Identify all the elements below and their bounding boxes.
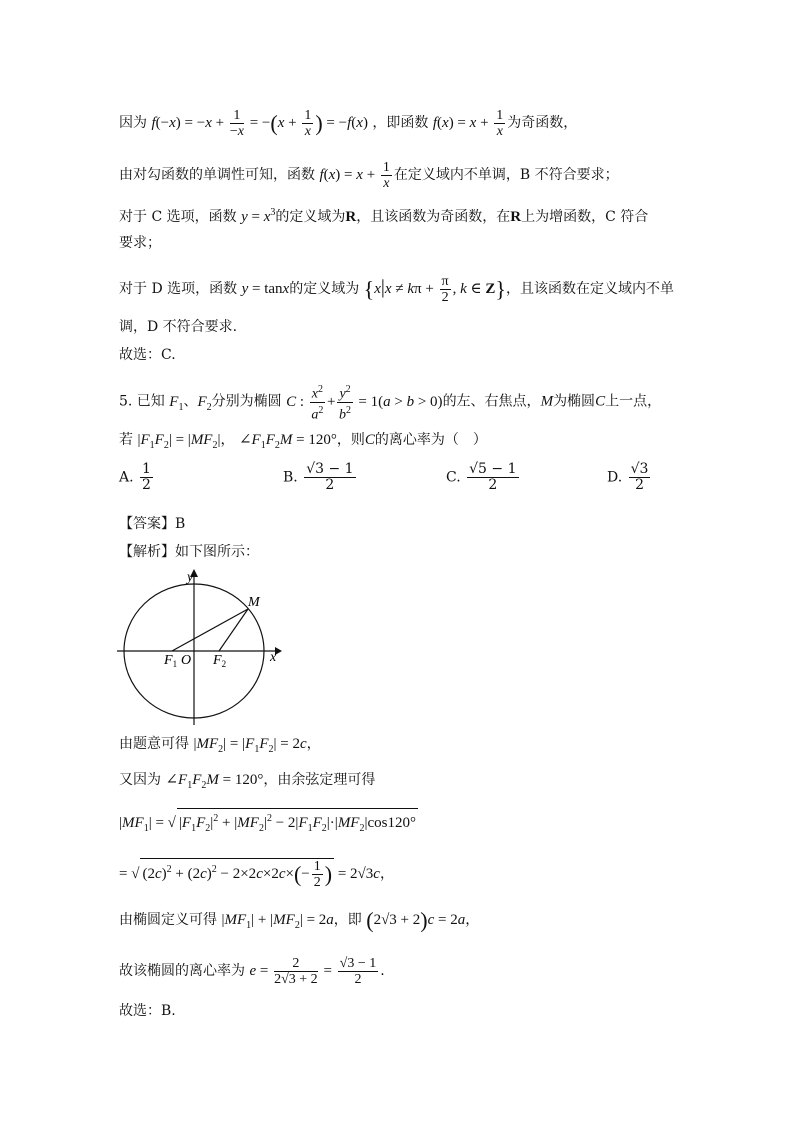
text: 要求； (119, 235, 161, 251)
option-c[interactable] (446, 462, 521, 493)
formula-f-x-2: f(x) = x + $\frac{1}{x}$ (319, 160, 390, 191)
solution-eccentricity (119, 956, 385, 987)
question-5-line2 (119, 430, 487, 456)
text: 的左、右焦点， (442, 393, 541, 410)
option-label: C. (446, 469, 461, 486)
formula-M: M (540, 393, 554, 410)
F2-label: $F_2$ (213, 653, 227, 669)
text: ， (465, 912, 480, 928)
segment-F2M (219, 609, 248, 651)
text: 由题意可得 (119, 736, 189, 752)
formula-calc: = √ $(2c)^2 + (2c)^2 - 2\times 2c\times 2c\times(-$ $\frac{1}{2}$ ) = 2√3c (119, 859, 380, 890)
option-label: B. (283, 469, 298, 486)
formula-F1: $F_1$ (169, 393, 184, 413)
text: 由椭圆定义可得 (119, 912, 217, 928)
text: 【解析】如下图所示： (119, 544, 259, 560)
text: ， (306, 736, 321, 752)
question-5-line1 (119, 382, 661, 422)
line-option-d-end (119, 317, 237, 337)
text: 、 (183, 393, 198, 410)
formula-f-x: f(x) = x + $\frac{1}{x}$ (432, 108, 504, 139)
solution-ellipse-def (119, 907, 480, 936)
ellipse-figure (117, 565, 287, 725)
text: 又因为 (119, 772, 161, 788)
text: 上一点， (605, 393, 662, 410)
formula-C: C (364, 432, 375, 448)
text: ，且该函数为奇函数，在 (356, 209, 511, 225)
text: ，即 (333, 912, 362, 928)
text: 故选：B. (119, 1003, 176, 1019)
text: 的定义域为 (289, 280, 360, 297)
text: ， (220, 432, 235, 448)
formula-sum-2: (2√3 + 2)c = 2a (366, 907, 466, 933)
solution-step-2 (119, 770, 375, 796)
text: 对于 D 选项，函数 (119, 280, 238, 297)
M-label: M (248, 595, 260, 610)
text: 故选：C. (119, 347, 176, 363)
analysis-line (119, 542, 259, 562)
line-requirement (119, 233, 161, 253)
text: 故该椭圆的离心率为 (119, 962, 245, 979)
formula-C: C (595, 393, 606, 410)
formula-angle-2: $\angle F_1F_2M = 120^\circ$ (165, 772, 264, 791)
solution-step-1 (119, 734, 321, 760)
text: ，且该函数在定义域内不单 (505, 280, 674, 297)
formula-mf2: $|MF_2| = |F_1F_2| = 2c$ (193, 736, 307, 755)
text: 上为增函数，C 符合 (521, 209, 649, 225)
text: 为椭圆 (553, 393, 596, 410)
text: 调，D 不符合要求. (119, 319, 238, 335)
text: 分别为椭圆 (211, 393, 282, 410)
text: ， (379, 865, 394, 882)
option-value: $\frac{1}{2}$ (142, 461, 151, 493)
set-R: R (510, 209, 522, 225)
option-a[interactable] (119, 462, 155, 493)
option-value: $\frac{√3 - 1}{2}$ (306, 461, 354, 493)
F1-label: $F_1$ (164, 653, 178, 669)
formula-abs-eq: $|F_1F_2| = |MF_2|$ (137, 432, 221, 451)
solution-cosine-law (119, 808, 418, 839)
formula-F2: $F_2$ (197, 393, 212, 413)
text: ，由余弦定理可得 (263, 772, 376, 788)
text: 的离心率为（ ） (374, 432, 487, 448)
text: 在定义域内不单调，B 不符合要求； (393, 166, 619, 183)
text: 的定义域为 (275, 209, 346, 225)
formula-mf1: $|MF_1|$ = √ $|F_1F_2|^2 + |MF_2|^2 - 2|F_1F_2|\cdot|MF_2|\cos 120^\circ$ (119, 815, 418, 831)
option-value: $\frac{√3}{2}$ (630, 461, 649, 493)
option-label: D. (607, 469, 623, 486)
solution-cosine-calc (119, 858, 394, 890)
line-choice-c (119, 345, 176, 365)
option-value: $\frac{√5 - 1}{2}$ (469, 461, 517, 493)
formula-f-neg-x: f(−x) = −x + $\frac{1}{-x}$ = −(x + $\frac{1}{x}$ ) = −f(x) (151, 108, 368, 139)
line-option-d (119, 274, 674, 305)
text: 因为 (119, 114, 147, 131)
line-option-c (119, 203, 648, 227)
text: 若 (119, 432, 133, 448)
segment-F1M (172, 609, 248, 651)
text: ，即函数 (372, 114, 429, 131)
option-d[interactable] (607, 462, 652, 493)
option-label: A. (119, 469, 134, 486)
final-choice (119, 1001, 176, 1021)
origin-label: O (181, 653, 192, 668)
text: 对于 C 选项，函数 (119, 209, 237, 225)
formula-domain-set: {x|x ≠ kπ + $\frac{\pi}{2}$ , k ∈ Z} (363, 274, 506, 305)
y-label: y (187, 570, 194, 585)
formula-sum: $|MF_1| + |MF_2| = 2a$ (221, 912, 334, 931)
text: . (380, 962, 385, 979)
formula-ellipse: C : $\frac{x^2}{a^2}$ + $\frac{y^2}{b^2}$ = 1(a > b > 0) (286, 384, 443, 423)
set-R: R (345, 209, 357, 225)
answer-line (119, 514, 185, 534)
text: 为奇函数， (507, 114, 578, 131)
x-label: x (270, 650, 277, 665)
text: 【答案】B (119, 516, 186, 532)
formula-tan: y = tanx (241, 280, 290, 297)
formula-angle: $\angle F_1F_2M = 120^\circ$ (238, 432, 337, 451)
text: 由对勾函数的单调性可知，函数 (119, 166, 315, 183)
formula-eccentricity: e = $\frac{2}{2√3 + 2}$ = $\frac{√3 - 1}{2}$ (249, 956, 377, 987)
text: 5. 已知 (119, 393, 165, 410)
text: ，则 (336, 432, 365, 448)
option-b[interactable] (283, 462, 358, 493)
formula-y-x3: $y = x^3$ (241, 207, 276, 225)
line-monotonic (119, 160, 619, 191)
line-odd-function (119, 108, 577, 139)
